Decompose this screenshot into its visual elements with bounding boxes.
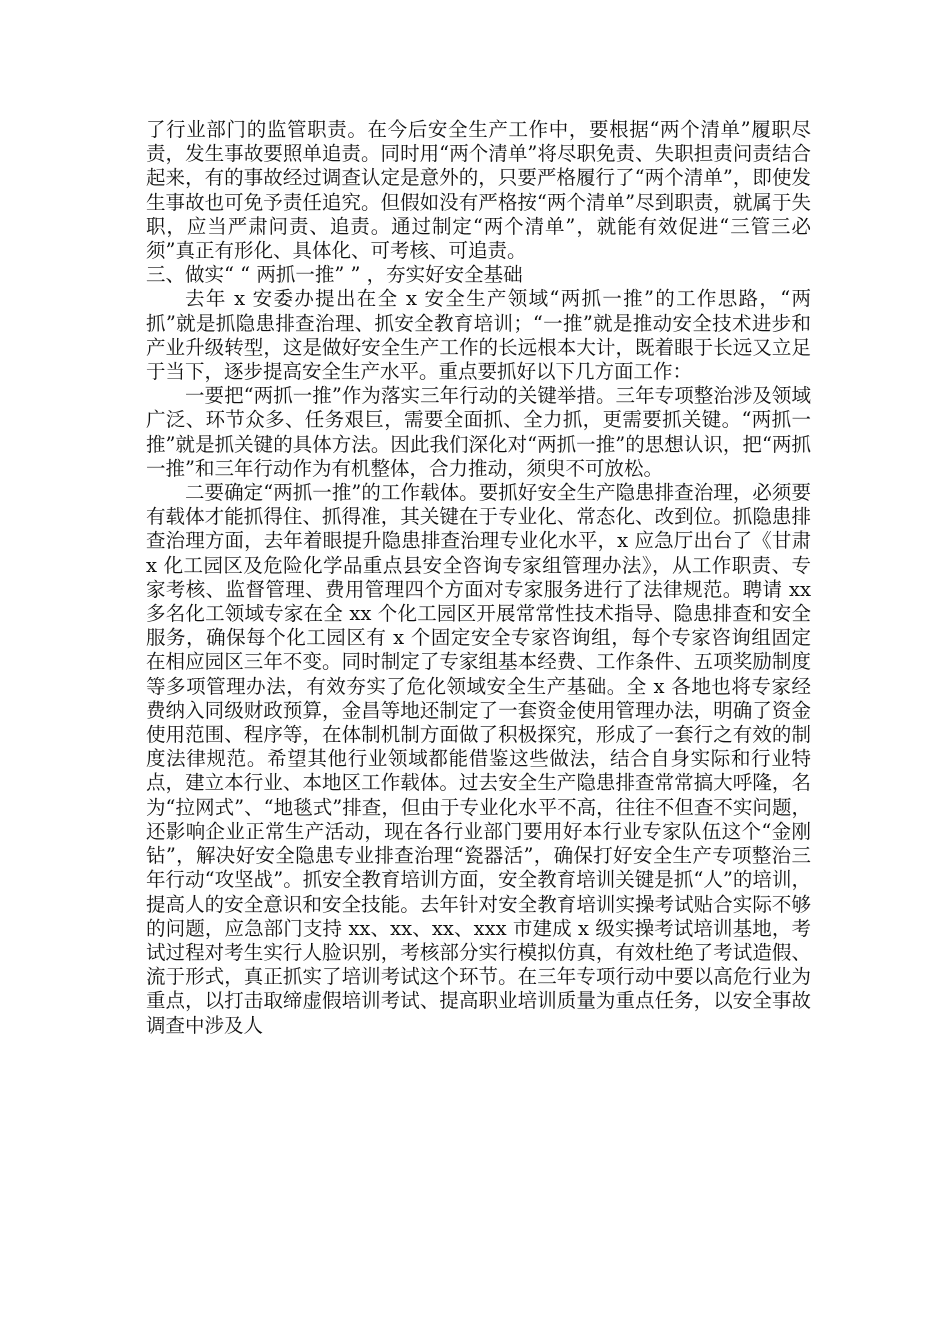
paragraph-point-two: 二要确定“两抓一推”的工作载体。要抓好安全生产隐患排查治理，必须要有载体才能抓得住、抓得准，其关键在于专业化、常态化、改到位。抓隐患排查治理方面，去年着眼提升隐患排查治理专业化水平，x 应急厅出台了《甘肃 x 化工园区及危险化学品重点县安全咨询专家组管理办法》，从工作职责、专家考核、监督管理、费用管理四个方面对专家服务进行了法律规范。聘请 xx 多名化工领域专家在全 xx 个化工园区开展常常性技术指导、隐患排查和安全服务，确保每个化工园区有 x 个固定安全专家咨询组，每个专家咨询组固定在相应园区三年不变。同时制定了专家组基本经费、工作条件、五项奖励制度等多项管理办法，有效夯实了危化领域安全生产基础。全 x 各地也将专家经费纳入同级财政预算，金昌等地还制定了一套资金使用管理办法，明确了资金使用范围、程序等，在体制机制方面做了积极探究，形成了一套行之有效的制度法律规范。希望其他行业领域都能借鉴这些做法，结合自身实际和行业特点，建立本行业、本地区工作载体。过去安全生产隐患排查常常搞大呼隆，名为“拉网式”、“地毯式”排查，但由于专业化水平不高，往往不但查不实问题，还影响企业正常生产活动，现在各行业部门要用好本行业专家队伍这个“金刚钻”，解决好安全隐患专业排查治理“瓷器活”，确保打好安全生产专项整治三年行动“攻坚战”。抓安全教育培训方面，安全教育培训关键是抓“人”的培训，提高人的安全意识和安全技能。去年针对安全教育培训实操考试贴合实际不够的问题，应急部门支持 xx、xx、xx、xxx 市建成 x 级实操考试培训基地，考试过程对考生实行人脸识别，考核部分实行模拟仿真，有效杜绝了考试造假、流于形式，真正抓实了培训考试这个环节。在三年专项行动中要以高危行业为重点，以打击取缔虚假培训考试、提高职业培训质量为重点任务，以安全事故调查中涉及人 [146,481,811,1037]
paragraph-continuation: 了行业部门的监管职责。在今后安全生产工作中，要根据“两个清单”履职尽责，发生事故要照单追责。同时用“两个清单”将尽职免责、失职担责问责结合起来，有的事故经过调查认定是意外的，只要严格履行了“两个清单”，即使发生事故也可免予责任追究。但假如没有严格按“两个清单”尽到职责，就属于失职，应当严肃问责、追责。通过制定“两个清单”，就能有效促进“三管三必须”真正有形化、具体化、可考核、可追责。 [146,118,811,263]
section-heading: 三、做实“ “ 两抓一推” ” ，夯实好安全基础 [146,263,523,287]
document-page [146,118,811,1038]
paragraph-point-one: 一要把“两抓一推”作为落实三年行动的关键举措。三年专项整治涉及领域广泛、环节众多、任务艰巨，需要全面抓、全力抓，更需要抓关键。“两抓一推”就是抓关键的具体方法。因此我们深化对“两抓一推”的思想认识，把“两抓一推”和三年行动作为有机整体，合力推动，须臾不可放松。 [146,384,811,480]
paragraph-intro: 去年 x 安委办提出在全 x 安全生产领域“两抓一推”的工作思路，“两抓”就是抓隐患排查治理、抓安全教育培训；“一推”就是推动安全技术进步和产业升级转型，这是做好安全生产工作的长远根本大计，既着眼于长远又立足于当下，逐步提高安全生产水平。重点要抓好以下几方面工作： [146,287,811,384]
